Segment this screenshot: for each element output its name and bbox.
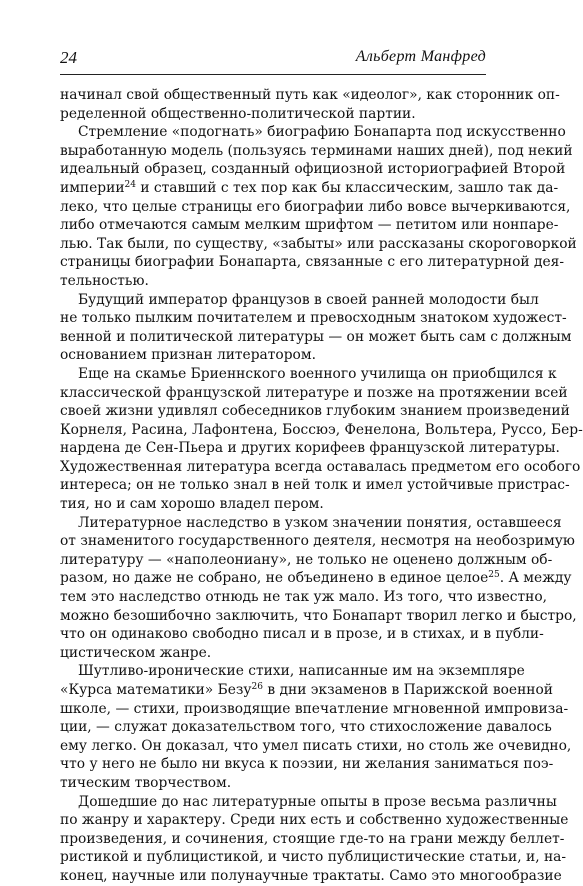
body-text: [60, 86, 583, 886]
text-line: интереса; он не только знал в ней толк и имел устойчивые пристрас-: [60, 477, 570, 494]
paragraph: [60, 123, 577, 290]
text-line: произведения, и сочинения, стоящие где-то на грани между беллет-: [60, 830, 565, 847]
text-line: классической французской литературе и позже на протяжении всей: [60, 384, 568, 401]
text-line: Будущий император французов в своей ранней молодости был: [78, 291, 539, 308]
text-line: либо отмечаются самым мелким шрифтом — петитом или нонпаре-: [60, 217, 559, 234]
footnote-ref: 25: [488, 570, 500, 581]
text-line: своей жизни удивлял собеседников глубоким знанием произведений: [60, 403, 570, 420]
running-head: Альберт Манфред: [355, 48, 486, 65]
header-rule: [60, 74, 486, 75]
text-line: ции, — служат доказательством того, что стихосложение давалось: [60, 719, 552, 736]
paragraph: [60, 365, 583, 514]
text-line: Стремление «подогнать» биографию Бонапарта под искусственно: [78, 124, 566, 141]
text-line: по жанру и характеру. Среди них есть и собственно художественные: [60, 812, 569, 829]
text-line: «Курса математики» Безу$^{26}$ в дни экзаменов в Парижской военной: [60, 682, 553, 698]
text-line: Художественная литература всегда оставалась предметом его особого: [60, 458, 581, 475]
text-line: лью. Так были, по существу, «забыты» или рассказаны скороговоркой: [60, 235, 577, 252]
paragraph: [60, 86, 560, 123]
text-line: венной и политической литературы — он может быть сам с должным: [60, 328, 572, 345]
text-line: Дошедшие до нас литературные опыты в прозе весьма различны: [78, 793, 557, 810]
text-line: что он одинаково свободно писал и в прозе, и в стихах, и в публи-: [60, 626, 544, 643]
text-line: начинал свой общественный путь как «идеолог», как сторонник оп-: [60, 87, 560, 103]
text-line: тельностью.: [60, 272, 149, 289]
footnote-ref: 24: [124, 179, 136, 190]
text-line: Корнеля, Расина, Лафонтена, Боссюэ, Фенелона, Вольтера, Руссо, Бер-: [60, 421, 583, 438]
text-line: литературу — «наполеониану», не только не оценено должным об-: [60, 551, 553, 568]
text-line: нардена де Сен-Пьера и других корифеев французской литературы.: [60, 440, 560, 457]
paragraph: [60, 291, 572, 365]
text-line: ристикой и публицистикой, и чисто публицистические статьи, и, на-: [60, 849, 567, 866]
text-line: тия, но и сам хорошо владел пером.: [60, 496, 324, 513]
page-header: [60, 48, 486, 70]
text-line: тическим творчеством.: [60, 774, 232, 791]
text-line: Литературное наследство в узком значении понятия, оставшееся: [78, 514, 562, 531]
text-line: империи$^{24}$ и ставший с тех пор как бы классическим, зашло так да-: [60, 179, 559, 196]
text-line: Шутливо-иронические стихи, написанные им на экземпляре: [78, 663, 525, 680]
text-line: от знаменитого государственного деятеля, несмотря на необозримую: [60, 533, 575, 550]
text-line: не только пылким почитателем и превосходным знатоком художест-: [60, 310, 567, 327]
text-line: основанием признан литератором.: [60, 347, 316, 364]
text-line: разом, но даже не собрано, не объединено в единое целое$^{25}$. А между: [60, 570, 572, 587]
text-line: ределенной общественно-политической партии.: [60, 105, 416, 122]
text-line: идеальный образец, созданный официозной историографией Второй: [60, 161, 566, 178]
text-line: Еще на скамье Бриеннского военного училища он приобщился к: [78, 365, 557, 382]
page-number: 24: [60, 48, 77, 67]
text-line: конец, научные или полунаучные трактаты. Само это многообразие: [60, 867, 562, 884]
text-line: цистическом жанре.: [60, 644, 212, 661]
paragraph: [60, 662, 572, 792]
text-line: можно безошибочно заключить, что Бонапарт творил легко и быстро,: [60, 607, 577, 624]
text-line: выработанную модель (пользуясь терминами наших дней), под некий: [60, 142, 573, 159]
paragraph: [60, 514, 577, 663]
footnote-ref: 26: [251, 682, 263, 692]
text-line: страницы биографии Бонапарта, связанные с его литературной дея-: [60, 254, 565, 271]
paragraph: [60, 793, 569, 886]
text-line: ему легко. Он доказал, что умел писать стихи, но столь же очевидно,: [60, 737, 572, 754]
text-line: что у него не было ни вкуса к поэзии, ни желания заниматься поэ-: [60, 756, 554, 773]
text-line: школе, — стихи, производящие впечатление мгновенной импровиза-: [60, 700, 569, 717]
text-line: леко, что целые страницы его биографии либо вовсе вычеркиваются,: [60, 198, 571, 215]
text-line: тем это наследство отнюдь не так уж мало. Из того, что известно,: [60, 589, 548, 606]
